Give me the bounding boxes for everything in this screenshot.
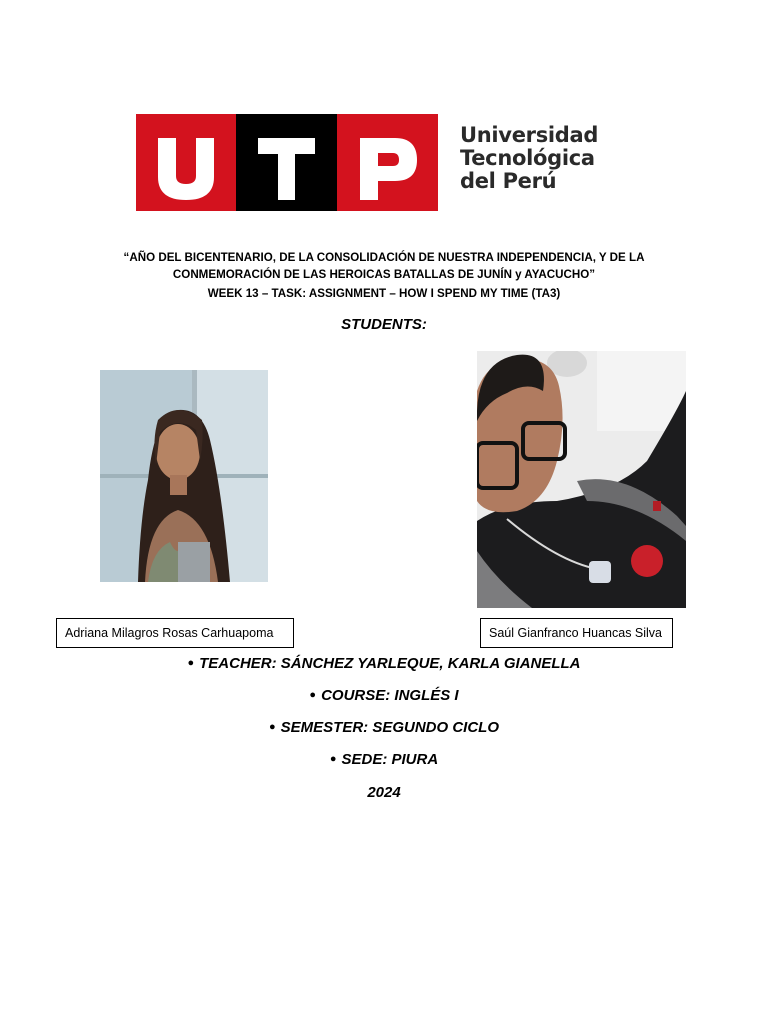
course-text: COURSE: INGLÉS I: [321, 687, 459, 704]
student-name-box: Adriana Milagros Rosas Carhuapoma: [56, 618, 294, 648]
bullet-icon: ●: [309, 689, 317, 701]
student-photo-2: [477, 351, 686, 608]
logo-wordmark: [460, 124, 630, 193]
semester-text: SEMESTER: SEGUNDO CICLO: [280, 719, 499, 736]
logo-letter-t-block: [236, 114, 337, 211]
semester-line: [0, 719, 768, 736]
year: 2024: [367, 784, 401, 801]
motto-line: CONMEMORACIÓN DE LAS HEROICAS BATALLAS DE JUNÍN y AYACUCHO”: [172, 268, 596, 281]
logo-letter-t: [236, 114, 337, 211]
motto: [90, 249, 678, 283]
teacher-text: TEACHER: SÁNCHEZ YARLEQUE, KARLA GIANELLA: [199, 655, 581, 672]
week-title: WEEK 13 – TASK: ASSIGNMENT – HOW I SPEND MY TIME (TA3): [207, 287, 561, 300]
logo-letter-u-block: [136, 114, 236, 211]
student-photo-1: [100, 370, 268, 582]
sede-text: SEDE: PIURA: [341, 751, 439, 768]
logo-text-line: Tecnológica: [460, 146, 595, 170]
student-name-box: Saúl Gianfranco Huancas Silva: [480, 618, 673, 648]
bullet-icon: ●: [329, 753, 337, 765]
logo-text-line: Universidad: [460, 123, 599, 147]
course-line: [0, 687, 768, 704]
logo-letter-p-block: [337, 114, 438, 211]
motto-line: “AÑO DEL BICENTENARIO, DE LA CONSOLIDACIÓN DE NUESTRA INDEPENDENCIA, Y DE LA: [123, 251, 645, 264]
teacher-line: [0, 655, 768, 672]
bullet-icon: ●: [268, 721, 276, 733]
bullet-icon: ●: [187, 657, 195, 669]
logo-letter-p: [337, 114, 438, 211]
logo-letter-u: [136, 114, 236, 211]
sede-line: [0, 751, 768, 768]
students-label: STUDENTS:: [341, 316, 427, 333]
logo-text-line: del Perú: [460, 169, 557, 193]
utp-logo: [136, 114, 438, 211]
